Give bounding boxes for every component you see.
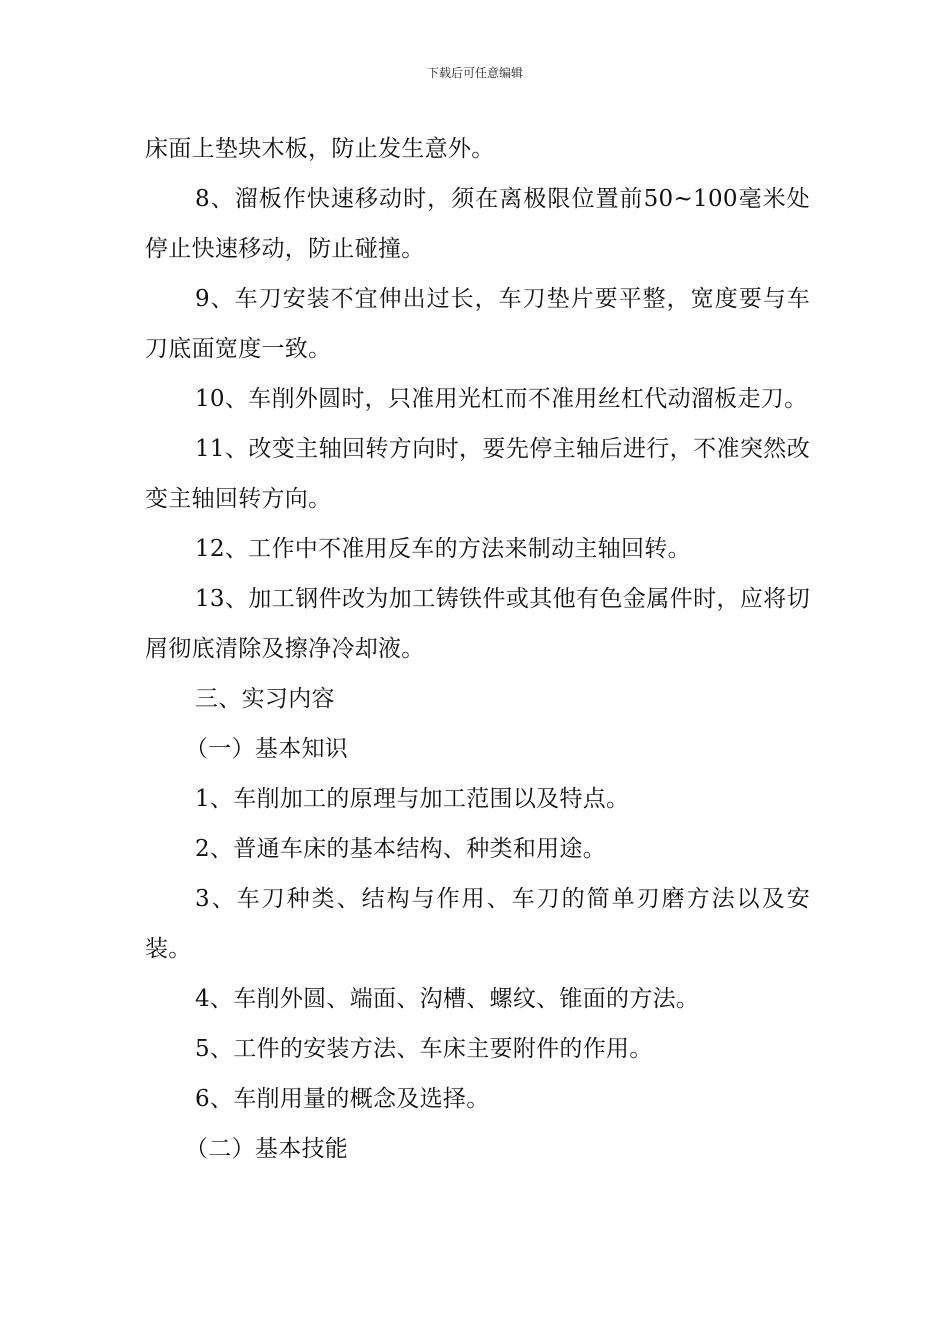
subsection-heading: （一）基本知识 [185,736,349,762]
paragraph: 9、车刀安装不宜伸出过长，车刀垫片要平整，宽度要与车刀底面宽度一致。 [145,286,810,362]
paragraph: 5、工件的安装方法、车床主要附件的作用。 [195,1036,653,1062]
paragraph: 10、车削外圆时，只准用光杠而不准用丝杠代动溜板走刀。 [195,386,808,412]
paragraph: 6、车削用量的概念及选择。 [195,1086,490,1112]
subsection-heading: （二）基本技能 [185,1136,349,1162]
paragraph: 1、车削加工的原理与加工范围以及特点。 [195,786,630,812]
paragraph: 13、加工钢件改为加工铸铁件或其他有色金属件时，应将切屑彻底清除及擦净冷却液。 [145,586,810,662]
paragraph: 4、车削外圆、端面、沟槽、螺纹、锥面的方法。 [195,986,700,1012]
document-body [145,124,810,1174]
page-header: 下载后可任意编辑 [426,66,523,80]
paragraph: 2、普通车床的基本结构、种类和用途。 [195,836,607,862]
paragraph: 11、改变主轴回转方向时，要先停主轴后进行，不准突然改变主轴回转方向。 [145,436,810,512]
paragraph: 床面上垫块木板，防止发生意外。 [145,136,495,162]
paragraph: 3、车刀种类、结构与作用、车刀的简单刃磨方法以及安装。 [145,886,810,962]
paragraph: 8、溜板作快速移动时，须在离极限位置前50~100毫米处停止快速移动，防止碰撞。 [145,186,810,262]
section-heading: 三、实习内容 [195,686,335,712]
paragraph: 12、工作中不准用反车的方法来制动主轴回转。 [195,536,691,562]
